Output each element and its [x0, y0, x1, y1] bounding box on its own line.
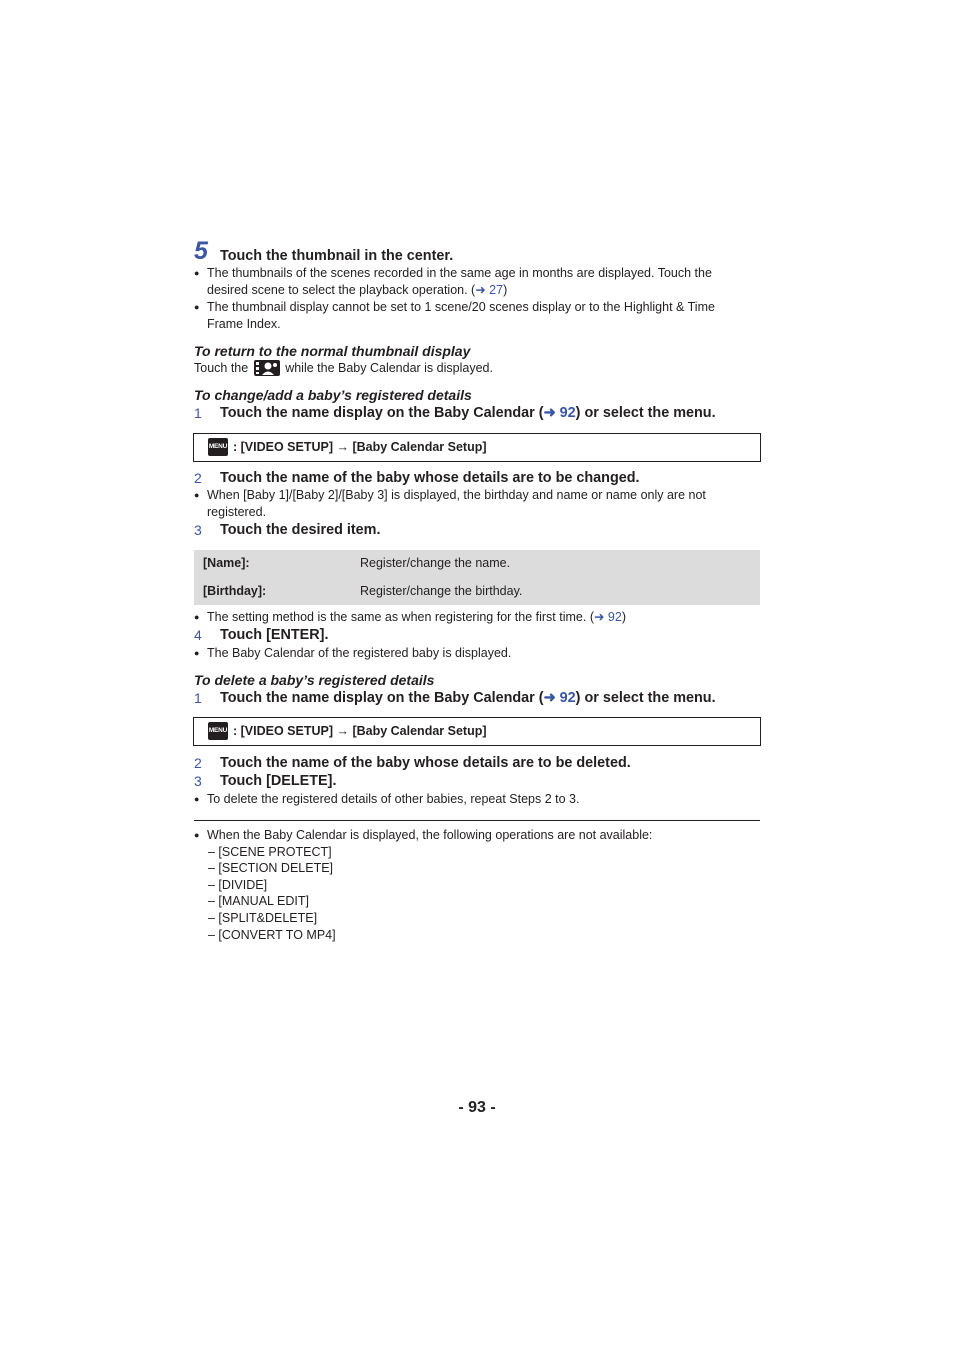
table-cell-item: [Name]: — [203, 556, 250, 570]
baby-calendar-icon[interactable] — [254, 360, 280, 376]
step-number: 4 — [194, 627, 202, 643]
settings-table — [194, 550, 760, 605]
list-item: – [SECTION DELETE] — [208, 861, 334, 875]
table-row — [194, 578, 760, 605]
section-heading: To return to the normal thumbnail display — [194, 343, 471, 359]
page-ref-link[interactable]: ➜ 92 — [543, 690, 576, 706]
list-item: – [CONVERT TO MP4] — [208, 928, 336, 942]
bullet-text: To delete the registered details of other babies, repeat Steps 2 to 3. — [207, 792, 580, 806]
page-ref-link[interactable]: ➜ 92 — [543, 405, 576, 421]
menu-icon: MENU — [208, 722, 228, 740]
table-cell-desc: Register/change the name. — [360, 556, 511, 570]
step-title: Touch the name display on the Baby Calendar (➜ 92) or select the menu. — [220, 690, 716, 706]
bullet-icon: ● — [194, 612, 200, 622]
step-number: 3 — [194, 773, 202, 789]
table-row — [194, 550, 760, 577]
page-number: - 93 - — [458, 1099, 496, 1116]
page-ref-link[interactable]: ➜ 27 — [475, 283, 504, 297]
section-heading: To delete a baby’s registered details — [194, 672, 435, 688]
step-title: Touch the desired item. — [220, 522, 381, 538]
section-heading: To change/add a baby’s registered details — [194, 387, 472, 403]
step-number: 2 — [194, 755, 202, 771]
list-item: – [SPLIT&DELETE] — [208, 911, 318, 925]
step-number: 3 — [194, 522, 202, 538]
section-text: Touch the while the Baby Calendar is displayed. — [194, 361, 493, 375]
list-item: – [SCENE PROTECT] — [208, 845, 332, 859]
bullet-text: The thumbnails of the scenes recorded in the same age in months are displayed. Touch the desired scene to select the playback operation. (➜ 27) — [207, 266, 712, 297]
page-ref-link[interactable]: ➜ 92 — [593, 610, 622, 624]
bullet-icon: ● — [194, 648, 200, 658]
divider — [194, 820, 760, 821]
step-title: Touch the name of the baby whose details are to be deleted. — [220, 755, 631, 771]
bullet-text: When [Baby 1]/[Baby 2]/[Baby 3] is displayed, the birthday and name or name only are not registered. — [207, 488, 706, 519]
step-title: Touch [ENTER]. — [220, 627, 329, 643]
list-item: – [MANUAL EDIT] — [208, 894, 309, 908]
bullet-icon: ● — [194, 490, 200, 500]
step-title: Touch the name display on the Baby Calendar (➜ 92) or select the menu. — [220, 405, 716, 421]
step-number: 5 — [194, 237, 208, 265]
step-number: 2 — [194, 470, 202, 486]
step-number: 1 — [194, 690, 202, 706]
bullet-icon: ● — [194, 794, 200, 804]
bullet-text: The thumbnail display cannot be set to 1 scene/20 scenes display or to the Highlight & Time Frame Index. — [207, 300, 715, 331]
menu-path-text: : [VIDEO SETUP] → [Baby Calendar Setup] — [233, 440, 487, 454]
menu-path-box — [193, 717, 761, 746]
bullet-icon: ● — [194, 830, 200, 840]
menu-path-box — [193, 433, 761, 462]
bullet-text: The Baby Calendar of the registered baby is displayed. — [207, 646, 512, 660]
step-title: Touch the name of the baby whose details are to be changed. — [220, 470, 640, 486]
menu-icon: MENU — [208, 438, 228, 456]
table-cell-item: [Birthday]: — [203, 584, 267, 598]
bullet-text: The setting method is the same as when registering for the first time. (➜ 92) — [207, 610, 627, 624]
bullet-text: When the Baby Calendar is displayed, the following operations are not available: — [207, 828, 653, 842]
menu-path-text: : [VIDEO SETUP] → [Baby Calendar Setup] — [233, 724, 487, 738]
list-item: – [DIVIDE] — [208, 878, 268, 892]
step-title: Touch [DELETE]. — [220, 773, 337, 789]
bullet-icon: ● — [194, 302, 200, 312]
step-number: 1 — [194, 405, 202, 421]
bullet-icon: ● — [194, 268, 200, 278]
step-title: Touch the thumbnail in the center. — [220, 248, 454, 264]
table-cell-desc: Register/change the birthday. — [360, 584, 523, 598]
